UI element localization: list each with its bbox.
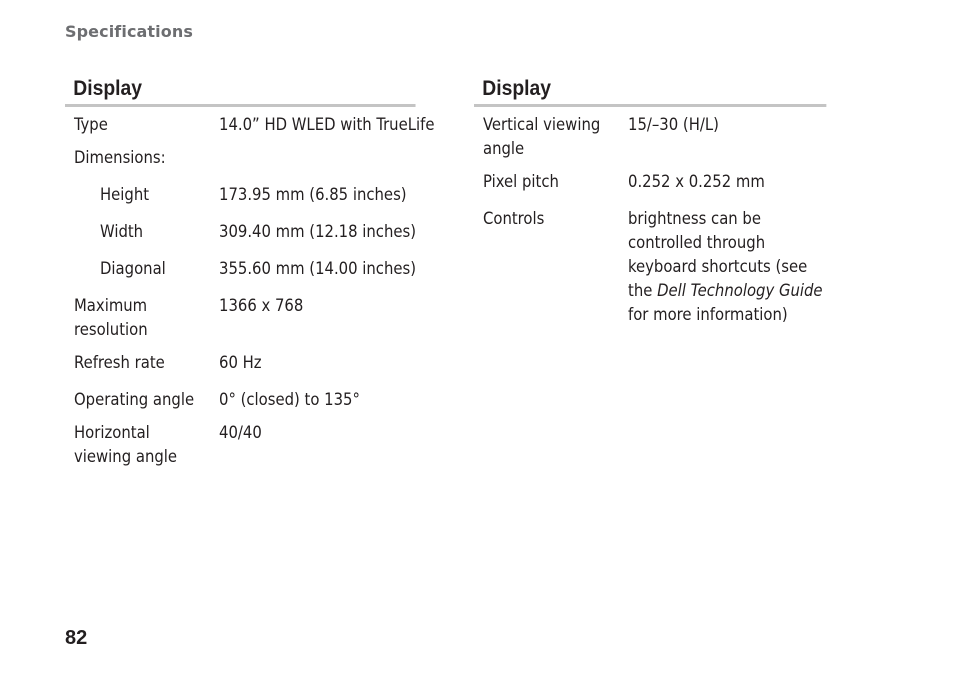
spec-label: Diagonal xyxy=(100,259,166,278)
spec-row-refresh-rate xyxy=(65,351,446,375)
spec-row-diagonal xyxy=(65,257,446,281)
spec-rows xyxy=(474,113,857,327)
spec-label xyxy=(474,113,628,161)
spec-label-line: resolution xyxy=(74,320,148,339)
spec-row-height xyxy=(65,183,446,207)
spec-row-horizontal-viewing-angle xyxy=(65,421,446,469)
spec-value: 173.95 mm (6.85 inches) xyxy=(219,185,407,204)
spec-value: 309.40 mm (12.18 inches) xyxy=(219,222,417,241)
spec-value-text: the xyxy=(628,281,658,300)
spec-row-type xyxy=(65,113,446,137)
section-heading: Display xyxy=(474,72,826,107)
spec-row-operating-angle xyxy=(65,388,446,412)
spec-value: 1366 x 768 xyxy=(219,296,304,315)
spec-row-dimensions xyxy=(65,146,446,170)
spec-label: Height xyxy=(100,185,150,204)
spec-label xyxy=(65,294,219,342)
spec-value xyxy=(219,146,446,170)
spec-row-max-resolution xyxy=(65,294,446,342)
spec-value: 15/–30 (H/L) xyxy=(628,115,719,134)
spec-label: Controls xyxy=(483,209,545,228)
spec-value-line: controlled through xyxy=(628,233,766,252)
spec-label: Pixel pitch xyxy=(483,172,559,191)
spec-value xyxy=(628,207,857,327)
running-head: Specifications xyxy=(65,22,193,41)
display-spec-table-right xyxy=(474,72,857,327)
spec-value-line: brightness can be xyxy=(628,209,761,228)
spec-row-controls xyxy=(474,207,857,327)
spec-value: 40/40 xyxy=(219,423,262,442)
spec-label: Type xyxy=(74,115,108,134)
spec-label: Dimensions: xyxy=(74,148,166,167)
spec-label-line: Horizontal xyxy=(74,423,150,442)
spec-value: 14.0” HD WLED with TrueLife xyxy=(219,115,435,134)
spec-row-pixel-pitch xyxy=(474,170,857,194)
spec-label xyxy=(65,421,219,469)
spec-label-line: Vertical viewing xyxy=(483,115,601,134)
spec-row-width xyxy=(65,220,446,244)
spec-value-line: keyboard shortcuts (see xyxy=(628,257,808,276)
spec-value-line xyxy=(628,279,857,303)
spec-value: 0.252 x 0.252 mm xyxy=(628,172,765,191)
section-heading: Display xyxy=(65,72,416,107)
spec-label: Refresh rate xyxy=(74,353,165,372)
guide-title: Dell Technology Guide xyxy=(657,281,823,300)
spec-label-line: viewing angle xyxy=(74,447,178,466)
spec-rows xyxy=(65,113,446,469)
spec-label: Width xyxy=(100,222,144,241)
display-spec-table-left xyxy=(65,72,446,469)
spec-value: 355.60 mm (14.00 inches) xyxy=(219,259,417,278)
spec-value: 0° (closed) to 135° xyxy=(219,390,360,409)
spec-label-line: Maximum xyxy=(74,296,148,315)
spec-value-line: for more information) xyxy=(628,305,788,324)
spec-label-line: angle xyxy=(483,139,525,158)
page-number: 82 xyxy=(65,627,88,649)
spec-row-vertical-viewing-angle xyxy=(474,113,857,161)
spec-label: Operating angle xyxy=(74,390,195,409)
spec-value: 60 Hz xyxy=(219,353,262,372)
